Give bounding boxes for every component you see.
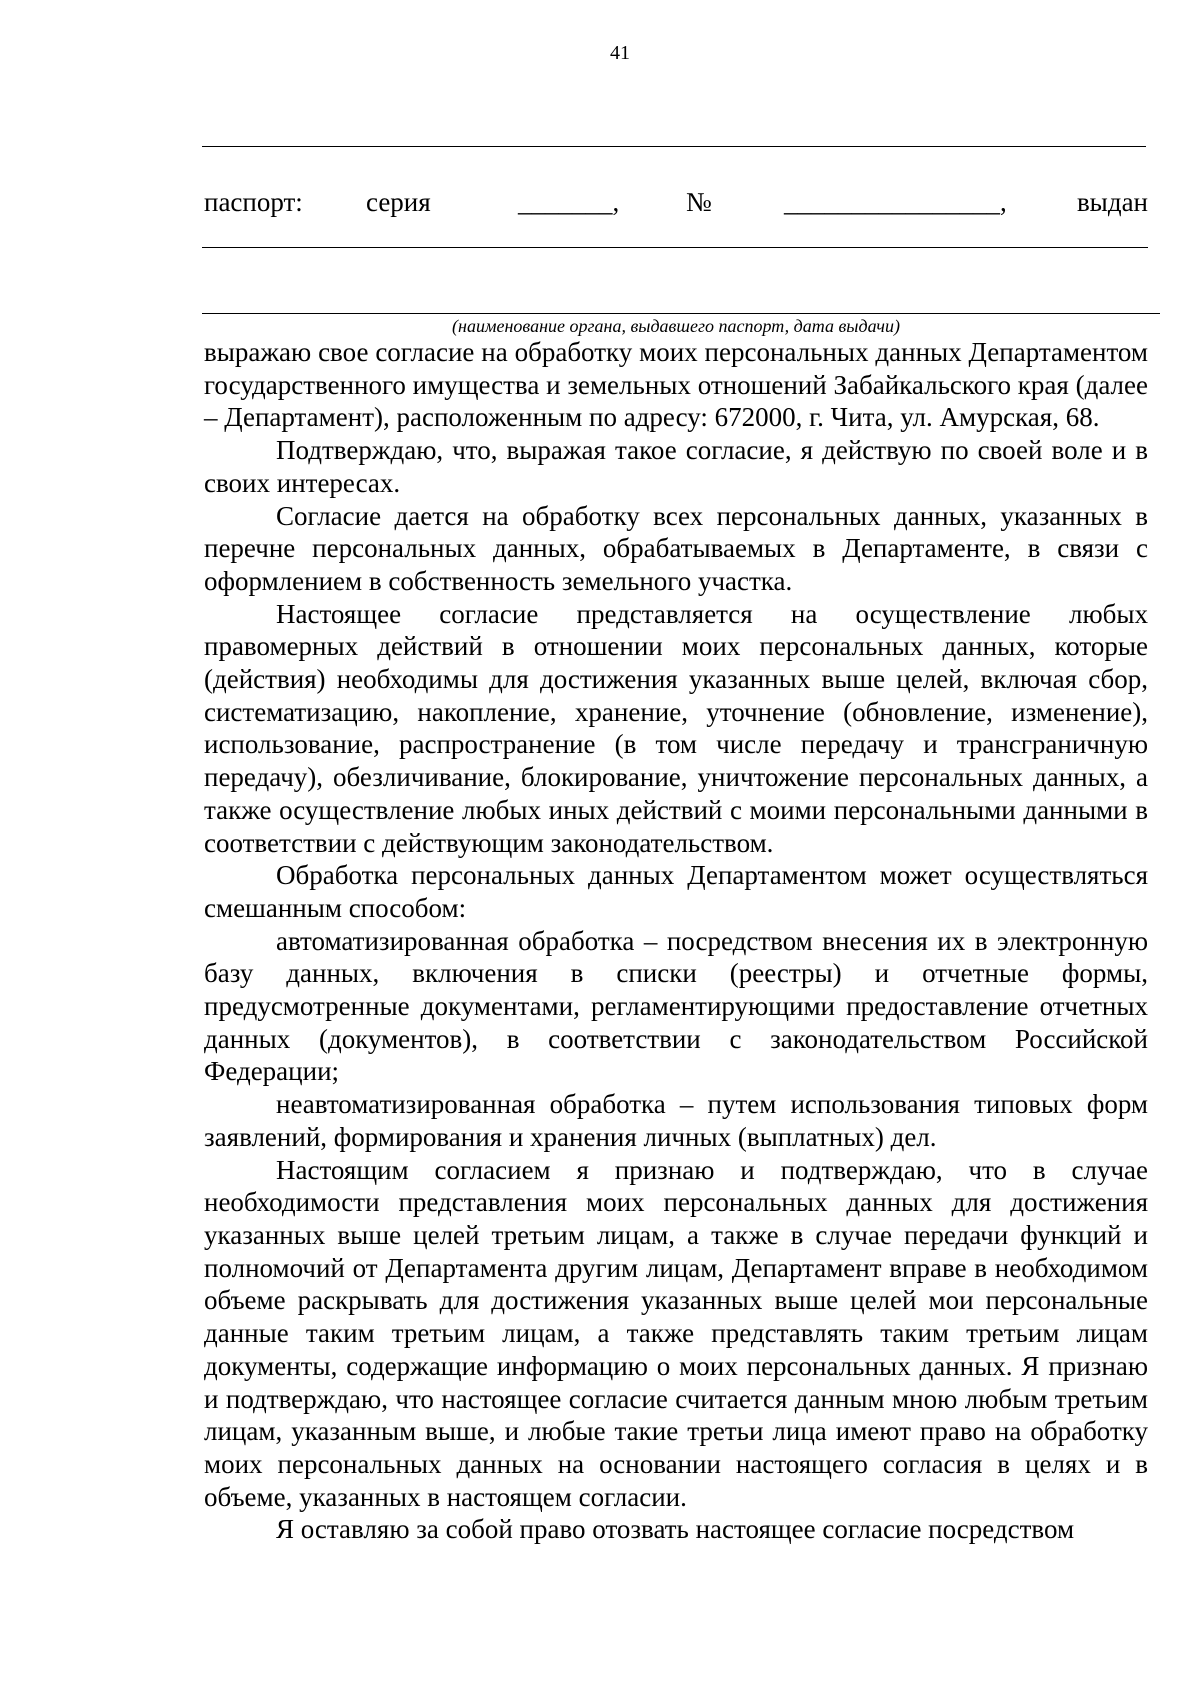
paragraph: Настоящее согласие представляется на осуществление любых правомерных действий в отношении моих персональных данных, которые (действия) необходимы для достижения указанных выше целей, включая сбор, систематизацию, накопление, хранение, уточнение (обновление, изменение), использование, распространение (в том числе передачу и трансграничную передачу), обезличивание, блокирование, уничтожение персональных данных, а также осуществление любых иных действий с моими персональными данными в соответствии с действующим законодательством. bbox=[204, 598, 1148, 858]
paragraph: Настоящим согласием я признаю и подтверждаю, что в случае необходимости представления моих персональных данных для достижения указанных выше целей третьим лицам, а также в случае передачи функций и полномочий от Департамента другим лицам, Департамент вправе в необходимом объеме раскрывать для достижения указанных выше целей мои персональные данные таким третьим лицам, а также представлять таким третьим лицам документы, содержащие информацию о моих персональных данных. Я признаю и подтверждаю, что настоящее согласие считается данным мною любым третьим лицам, указанным выше, и любые такие третьи лица имеют право на обработку моих персональных данных на основании настоящего согласия в целях и в объеме, указанных в настоящем согласии. bbox=[204, 1154, 1148, 1512]
blank-line-issuer bbox=[202, 247, 1148, 248]
paragraph: Согласие дается на обработку всех персональных данных, указанных в перечне персональных данных, обрабатываемых в Департаменте, в связи с оформлением в собственность земельного участка. bbox=[204, 500, 1148, 596]
series-blank: _______, bbox=[518, 187, 620, 217]
issuer-caption: (наименование органа, выдавшего паспорт, дата выдачи) bbox=[452, 316, 900, 336]
paragraph: Подтверждаю, что, выражая такое согласие, я действую по своей воле и в своих интересах. bbox=[204, 435, 1148, 498]
paragraph: выражаю свое согласие на обработку моих персональных данных Департаментом государственного имущества и земельных отношений Забайкальского края (далее – Департамент), расположенным по адресу: 672000, г. Чита, ул. Амурская, 68. bbox=[204, 337, 1148, 433]
blank-line-issuer-date bbox=[202, 313, 1160, 314]
number-label: № bbox=[686, 187, 712, 217]
paragraph: Обработка персональных данных Департаментом может осуществляться смешанным способом: bbox=[204, 860, 1148, 923]
paragraph: автоматизированная обработка – посредством внесения их в электронную базу данных, включения в списки (реестры) и отчетные формы, предусмотренные документами, регламентирующими предоставление отчетных данных (документов), в соответствии с законодательством Российской Федерации; bbox=[204, 925, 1148, 1087]
page-number: 41 bbox=[610, 42, 630, 64]
passport-row bbox=[204, 184, 1148, 220]
passport-label: паспорт: bbox=[204, 187, 303, 217]
issued-label: выдан bbox=[1076, 187, 1148, 217]
series-label: серия bbox=[366, 187, 431, 217]
blank-line-top bbox=[202, 146, 1146, 147]
paragraph: неавтоматизированная обработка – путем использования типовых форм заявлений, формирования и хранения личных (выплатных) дел. bbox=[204, 1089, 1148, 1152]
paragraph: Я оставляю за собой право отозвать настоящее согласие посредством bbox=[276, 1514, 1075, 1545]
consent-text bbox=[204, 336, 1148, 1546]
number-blank: ________________, bbox=[784, 187, 1007, 217]
